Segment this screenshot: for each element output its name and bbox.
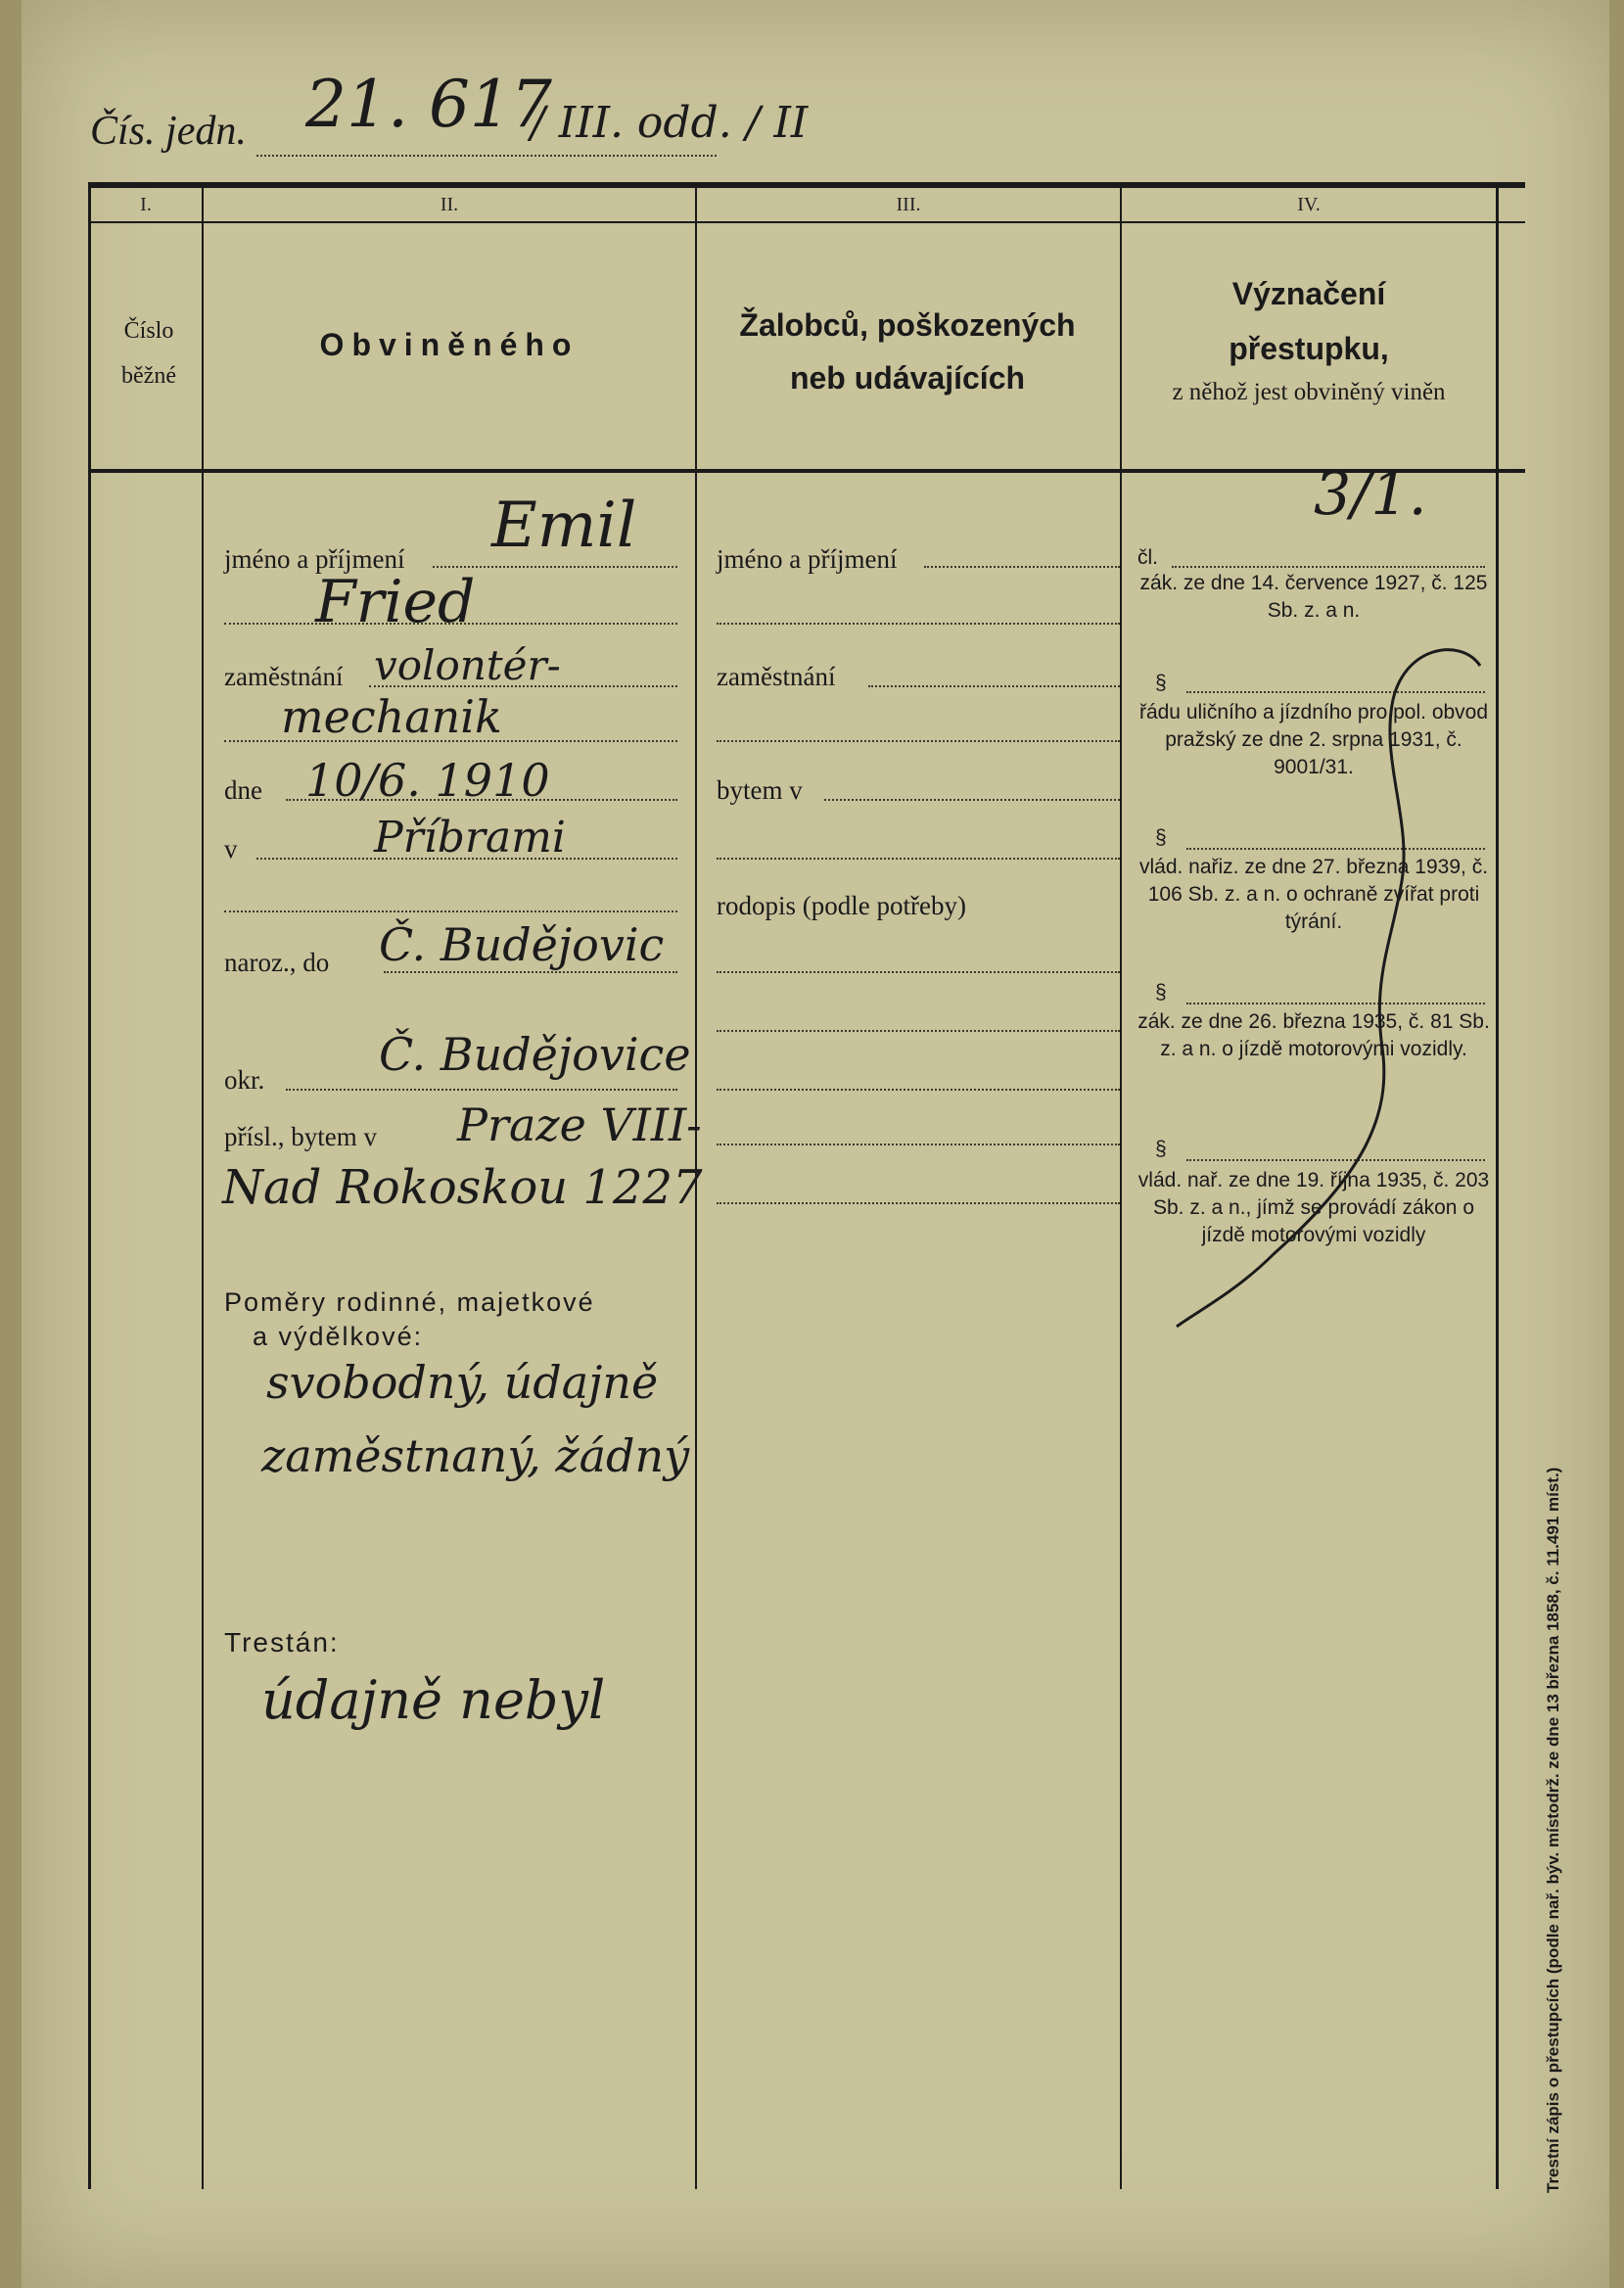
offence-law-2: řádu uličního a jízdního pro pol. obvod pražský ze dne 2. srpna 1931, č. 9001/31. [1138, 701, 1489, 778]
complainant-residence-line2 [717, 858, 1120, 860]
pen-bracket-stroke-icon [1118, 627, 1509, 1331]
accused-born-label: naroz., do [224, 948, 330, 977]
offence-para-symbol-3: § [1155, 826, 1167, 849]
offence-law-1: zák. ze dne 14. července 1927, č. 125 Sb. z. a n. [1139, 572, 1488, 622]
accused-circumstances-label: Poměry rodinné, majetkové [224, 1287, 595, 1317]
accused-circumstances-value2: zaměstnaný, žádný [261, 1429, 690, 1482]
offence-law-3: vlád. nařiz. ze dne 27. března 1939, č. 106 Sb. z. a n. o ochraně zvířat proti týrání. [1138, 856, 1489, 933]
offence-handwritten-mark: 3/1. [1314, 460, 1427, 529]
form-sheet [22, 0, 1609, 2288]
form-imprint-vertical: Trestní zápis o přestupcích (podle nař. býv. místodrž. ze dne 13 března 1858, č. 11.491 míst.) [1544, 1467, 1562, 2193]
accused-surname-value: Fried [315, 568, 476, 636]
col1-title: Číslo běžné [121, 318, 176, 389]
accused-blank-line [224, 911, 677, 912]
complainant-residence-label: bytem v [717, 775, 803, 805]
offence-article-line [1172, 566, 1485, 568]
complainant-occupation-line2 [717, 740, 1120, 742]
accused-district-line [286, 1089, 677, 1091]
accused-occupation-value: volontér- [374, 641, 561, 689]
case-department-handwritten: / III. odd. / II [531, 98, 809, 148]
accused-occupation-label: zaměstnání [224, 662, 344, 691]
col1-number: I. [140, 194, 152, 215]
col3-number: III. [896, 194, 921, 215]
accused-name-value: Emil [491, 490, 637, 562]
complainant-bio-line5 [717, 1202, 1120, 1204]
offence-para-symbol-4: § [1155, 981, 1167, 1004]
complainant-name-line2 [717, 623, 1120, 625]
accused-place-label: v [224, 834, 238, 864]
offence-para-symbol-5: § [1155, 1138, 1167, 1160]
col3-title: Žalobců, poškozených neb udávajících [739, 307, 1076, 396]
complainant-name-line [924, 566, 1120, 568]
accused-date-value: 10/6. 1910 [305, 754, 550, 807]
column-border-left [88, 182, 91, 2189]
complainant-bio-line4 [717, 1144, 1120, 1145]
complainant-residence-line [824, 799, 1120, 801]
accused-born-line [384, 971, 677, 973]
complainant-name-label: jméno a příjmení [717, 544, 898, 574]
complainant-occupation-label: zaměstnání [717, 662, 836, 691]
offence-para-symbol-2: § [1155, 672, 1167, 694]
accused-place-value: Příbrami [374, 813, 566, 863]
accused-born-value: Č. Budějovic [379, 918, 665, 971]
offence-law-5: vlád. nař. ze dne 19. října 1935, č. 203 Sb. z. a n., jímž se provádí zákon o jízdě motorovými vozidly [1137, 1169, 1490, 1246]
accused-district-value: Č. Budějovice [379, 1028, 691, 1081]
accused-occupation-value2: mechanik [281, 690, 502, 743]
case-number-label: Čís. jedn. [90, 109, 247, 154]
accused-address-value: Nad Rokoskou 1227 [222, 1160, 703, 1215]
accused-convicted-label: Trestán: [224, 1627, 340, 1658]
accused-circumstances-value1: svobodný, údajně [266, 1356, 659, 1409]
case-number-handwritten: 21. 617 [305, 67, 552, 142]
col2-title: Obviněného [319, 327, 580, 362]
column-border-1 [202, 182, 204, 2189]
accused-name-label: jméno a příjmení [224, 544, 405, 574]
complainant-bio-line1 [717, 971, 1120, 973]
offence-law-4: zák. ze dne 26. března 1935, č. 81 Sb. z. a n. o jízdě motorovými vozidly. [1137, 1010, 1490, 1060]
complainant-bio-label: rodopis (podle potřeby) [717, 891, 966, 920]
accused-district-label: okr. [224, 1065, 265, 1095]
case-number-dotted-line [256, 155, 717, 157]
table-top-border [88, 182, 1525, 188]
accused-date-label: dne [224, 775, 262, 805]
accused-circumstances-label2: a výdělkové: [253, 1322, 424, 1351]
accused-convicted-value: údajně nebyl [261, 1669, 606, 1731]
complainant-bio-line2 [717, 1030, 1120, 1032]
col4-title: Význačení přestupku, [1229, 276, 1389, 366]
accused-residence-value: Praze VIII- [457, 1098, 702, 1151]
header-bottom-border [88, 469, 1525, 473]
col4-subtitle: z něhož jest obviněný viněn [1172, 379, 1446, 405]
complainant-bio-line3 [717, 1089, 1120, 1091]
header-number-divider [88, 221, 1525, 223]
col4-number: IV. [1297, 194, 1321, 215]
complainant-occupation-line [868, 685, 1120, 687]
col2-number: II. [440, 194, 459, 215]
offence-article-label: čl. [1137, 546, 1158, 569]
accused-residence-label: přísl., bytem v [224, 1122, 377, 1151]
